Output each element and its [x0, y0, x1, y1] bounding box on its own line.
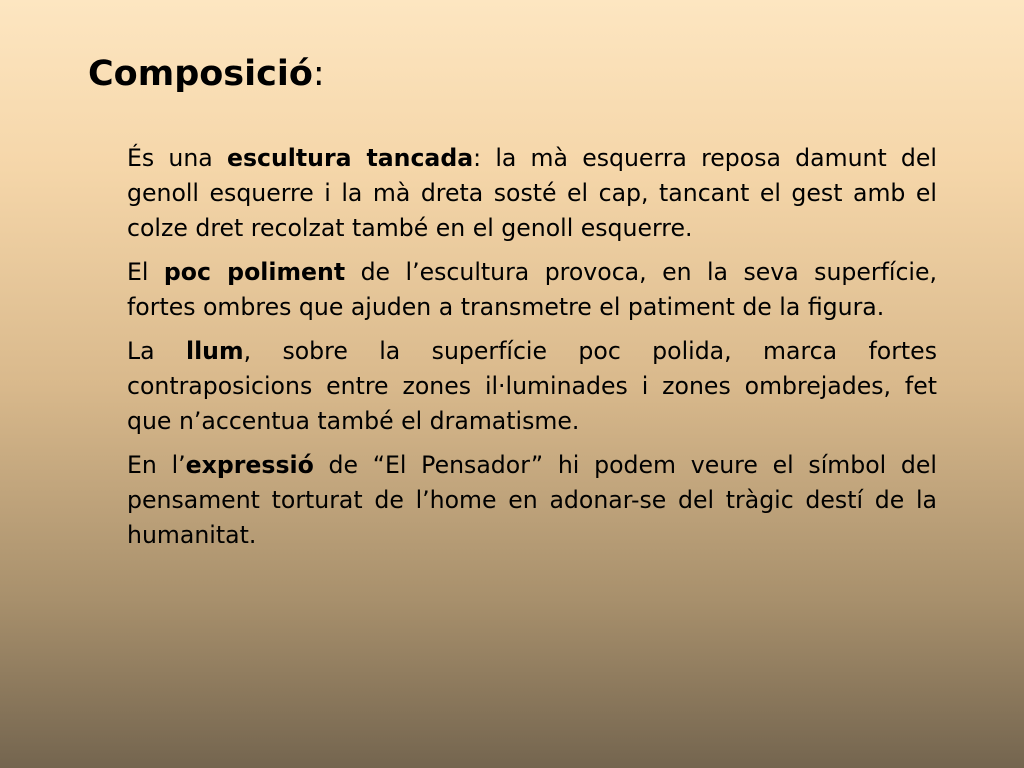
slide-title [88, 50, 325, 98]
bold-term-expressio: expressió [185, 451, 314, 479]
text-segment: de l’escultura provoca, en la seva superfície, fortes ombres que ajuden a transmetre el patiment de la figura. [127, 258, 938, 321]
paragraph-llum [127, 334, 937, 439]
text-segment: : la mà esquerra reposa damunt del genoll esquerre i la mà dreta sosté el cap, tancant el gest amb el colze dret recolzat també en el genoll esquerre. [127, 144, 937, 242]
bold-term-poc-poliment: poc poliment [163, 258, 346, 286]
text-segment: La [127, 337, 186, 365]
slide-title-bold: Composició [88, 54, 313, 94]
slide-body [127, 141, 937, 562]
text-segment: , sobre la superfície poc polida, marca fortes contraposicions entre zones il·luminades i zones ombrejades, fet que n’accentua també el dramatisme. [127, 337, 937, 435]
slide-title-colon: : [312, 54, 325, 94]
text-segment: És una [127, 144, 227, 172]
paragraph-poc-poliment [127, 255, 937, 325]
bold-term-escultura-tancada: escultura tancada [226, 144, 474, 172]
text-segment: El [127, 258, 164, 286]
paragraph-closed-sculpture [127, 141, 937, 246]
bold-term-llum: llum [186, 337, 244, 365]
paragraph-expressio [127, 448, 937, 553]
text-segment: En l’ [127, 451, 186, 479]
text-segment: de “El Pensador” hi podem veure el símbol del pensament torturat de l’home en adonar-se del tràgic destí de la humanitat. [127, 451, 937, 549]
